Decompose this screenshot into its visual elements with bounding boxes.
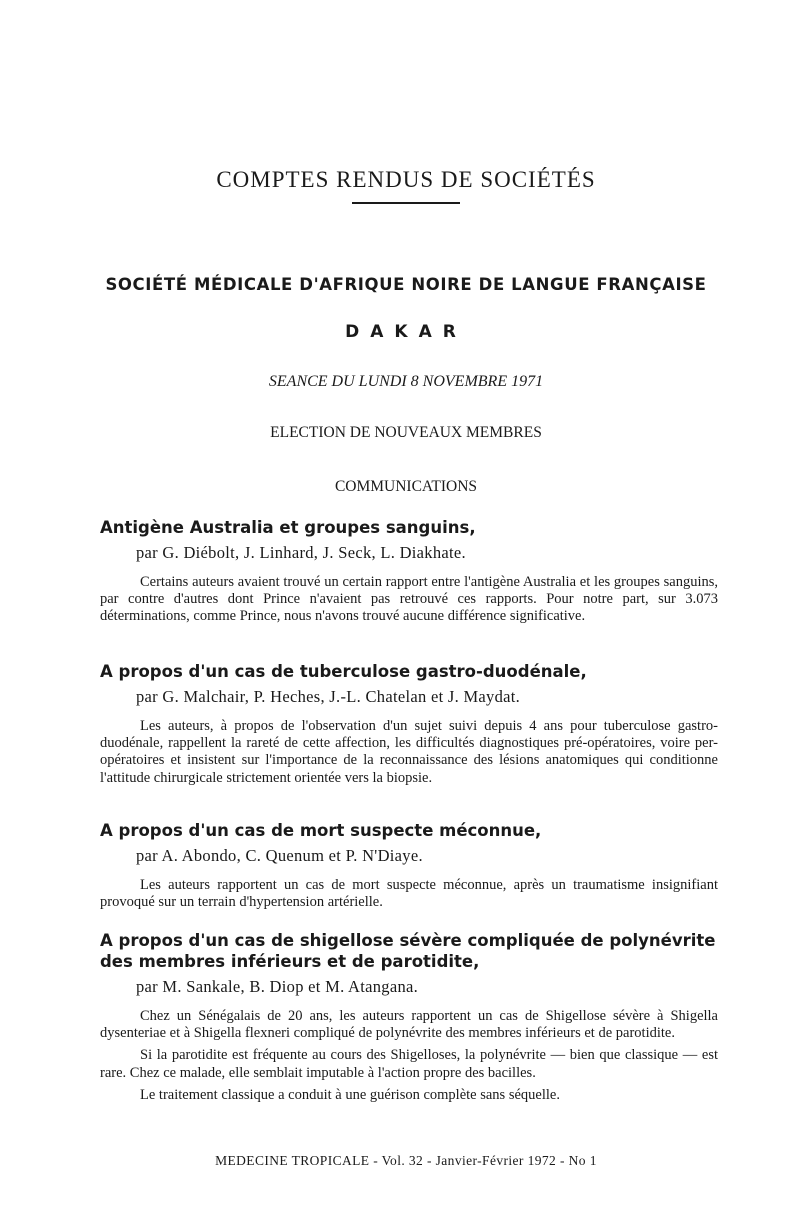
election-heading: ELECTION DE NOUVEAUX MEMBRES bbox=[270, 424, 542, 441]
article-paragraph: Le traitement classique a conduit à une guérison complète sans séquelle. bbox=[140, 1086, 560, 1103]
city-name: DAKAR bbox=[345, 322, 467, 342]
society-name: SOCIÉTÉ MÉDICALE D'AFRIQUE NOIRE DE LANGUE FRANÇAISE bbox=[105, 275, 707, 294]
article-title: A propos d'un cas de tuberculose gastro-duodénale, bbox=[100, 662, 587, 681]
article-australia-antigen bbox=[100, 517, 718, 626]
article-shigellosis bbox=[100, 930, 718, 1104]
article-title: A propos d'un cas de shigellose sévère compliquée de polynévrite des membres inférieurs et de parotidite, bbox=[100, 931, 716, 971]
seance-date: SEANCE DU LUNDI 8 NOVEMBRE 1971 bbox=[268, 373, 544, 390]
article-authors: par G. Diébolt, J. Linhard, J. Seck, L. Diakhate. bbox=[136, 543, 466, 562]
article-suspect-death bbox=[100, 820, 718, 911]
article-paragraph: Les auteurs rapportent un cas de mort suspecte méconnue, après un traumatisme insignifiant provoqué sur un terrain d'hypertension artérielle. bbox=[100, 877, 718, 911]
article-title: Antigène Australia et groupes sanguins, bbox=[100, 518, 476, 537]
article-paragraph: Certains auteurs avaient trouvé un certain rapport entre l'antigène Australia et les groupes sanguins, par contre d'autres dont Prince n'avaient pas retrouvé ces rapports. Pour notre part, sur 3.073 déterminations, comme Prince, nous n'avons trouvé aucune différence significative. bbox=[100, 574, 718, 625]
article-paragraph: Les auteurs, à propos de l'observation d'un sujet suivi depuis 4 ans pour tuberculose gastro-duodénale, rappellent la rareté de cette affection, les difficultés diagnostiques pré-opératoires, voire per-opératoires et insistent sur l'importance de la reconnaissance des lésions anatomiques qui conditionne l'attitude chirurgicale strictement orientée vers la biopsie. bbox=[100, 718, 718, 786]
journal-footer: MEDECINE TROPICALE - Vol. 32 - Janvier-Février 1972 - No 1 bbox=[215, 1153, 597, 1168]
article-authors: par M. Sankale, B. Diop et M. Atangana. bbox=[136, 977, 419, 996]
article-tuberculosis bbox=[100, 661, 718, 787]
article-authors: par A. Abondo, C. Quenum et P. N'Diaye. bbox=[136, 846, 423, 865]
article-paragraph: Si la parotidite est fréquente au cours des Shigelloses, la polynévrite — bien que classique — est rare. Chez ce malade, elle semblait imputable à l'action propre des bacilles. bbox=[100, 1047, 718, 1081]
communications-heading: COMMUNICATIONS bbox=[334, 478, 478, 495]
title-divider bbox=[352, 202, 460, 204]
page-title: COMPTES RENDUS DE SOCIÉTÉS bbox=[216, 167, 596, 193]
article-authors: par G. Malchair, P. Heches, J.-L. Chatelan et J. Maydat. bbox=[136, 687, 521, 706]
article-title: A propos d'un cas de mort suspecte méconnue, bbox=[100, 821, 542, 840]
article-paragraph: Chez un Sénégalais de 20 ans, les auteurs rapportent un cas de Shigellose sévère à Shigella dysenteriae et à Shigella flexneri compliqué de polynévrite des membres inférieurs et de parotidite. bbox=[100, 1008, 718, 1042]
